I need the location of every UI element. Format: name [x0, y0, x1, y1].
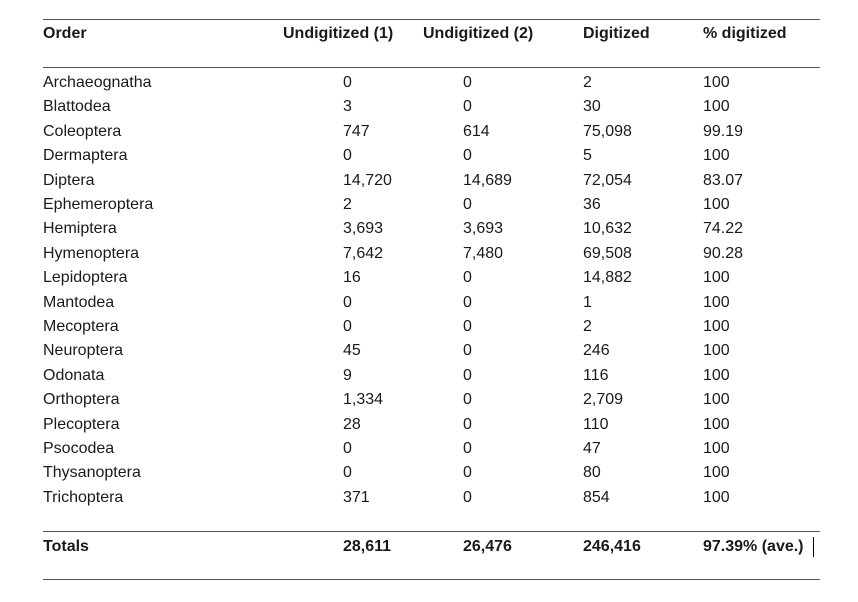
cell-undigitized-1: 0	[343, 74, 352, 91]
cell-undigitized-2: 0	[463, 74, 472, 91]
cell-digitized: 854	[583, 489, 610, 506]
cell-undigitized-2: 0	[463, 294, 472, 311]
cell-order: Hymenoptera	[43, 245, 140, 262]
cell-undigitized-2: 614	[463, 123, 490, 140]
cell-pct-digitized: 100	[703, 294, 730, 311]
cell-pct-digitized: 100	[703, 416, 730, 433]
cell-digitized: 14,882	[583, 269, 632, 286]
cell-undigitized-2: 3,693	[463, 220, 504, 237]
cell-order: Archaeognatha	[43, 74, 152, 91]
header-order: Order	[43, 25, 87, 42]
totals-undigitized-2: 26,476	[463, 538, 512, 555]
cell-undigitized-2: 0	[463, 196, 472, 213]
cell-undigitized-1: 0	[343, 318, 352, 335]
cell-pct-digitized: 100	[703, 367, 730, 384]
cell-undigitized-1: 9	[343, 367, 352, 384]
cell-undigitized-2: 0	[463, 98, 472, 115]
cell-order: Blattodea	[43, 98, 111, 115]
cell-order: Plecoptera	[43, 416, 120, 433]
cell-digitized: 30	[583, 98, 601, 115]
cell-order: Coleoptera	[43, 123, 122, 140]
cell-digitized: 1	[583, 294, 592, 311]
totals-digitized: 246,416	[583, 538, 641, 555]
cell-pct-digitized: 74.22	[703, 220, 744, 237]
cell-undigitized-1: 14,720	[343, 172, 392, 189]
cell-pct-digitized: 100	[703, 440, 730, 457]
cell-digitized: 5	[583, 147, 592, 164]
cell-undigitized-2: 0	[463, 464, 472, 481]
cell-pct-digitized: 90.28	[703, 245, 744, 262]
bottom-rule	[43, 579, 820, 580]
cell-undigitized-1: 0	[343, 147, 352, 164]
cell-undigitized-2: 0	[463, 489, 472, 506]
totals-rule	[43, 531, 820, 532]
cell-pct-digitized: 100	[703, 318, 730, 335]
cell-undigitized-1: 0	[343, 294, 352, 311]
cell-undigitized-2: 0	[463, 318, 472, 335]
header-rule	[43, 67, 820, 68]
cell-digitized: 110	[583, 416, 609, 433]
totals-pct: 97.39% (ave.)	[703, 538, 804, 555]
cell-pct-digitized: 83.07	[703, 172, 744, 189]
cell-undigitized-1: 7,642	[343, 245, 384, 262]
cell-digitized: 72,054	[583, 172, 632, 189]
cell-pct-digitized: 100	[703, 74, 730, 91]
header-undigitized-1: Undigitized (1)	[283, 25, 394, 42]
cell-undigitized-1: 3,693	[343, 220, 384, 237]
cell-undigitized-1: 3	[343, 98, 352, 115]
cell-pct-digitized: 100	[703, 269, 730, 286]
cell-undigitized-1: 28	[343, 416, 361, 433]
header-pct-digitized: % digitized	[703, 25, 787, 42]
cell-digitized: 2	[583, 318, 592, 335]
cell-order: Orthoptera	[43, 391, 120, 408]
cell-digitized: 36	[583, 196, 601, 213]
cell-undigitized-1: 0	[343, 464, 352, 481]
cell-undigitized-1: 0	[343, 440, 352, 457]
totals-undigitized-1: 28,611	[343, 538, 392, 555]
cell-undigitized-1: 45	[343, 342, 361, 359]
cell-undigitized-2: 0	[463, 440, 472, 457]
cell-undigitized-2: 0	[463, 269, 472, 286]
cell-pct-digitized: 100	[703, 464, 730, 481]
cell-undigitized-2: 0	[463, 147, 472, 164]
cell-digitized: 47	[583, 440, 601, 457]
cell-order: Ephemeroptera	[43, 196, 154, 213]
cell-undigitized-2: 0	[463, 367, 472, 384]
cell-order: Thysanoptera	[43, 464, 141, 481]
cell-order: Psocodea	[43, 440, 115, 457]
cell-digitized: 2,709	[583, 391, 624, 408]
top-rule	[43, 19, 820, 20]
cell-undigitized-2: 0	[463, 391, 472, 408]
cell-pct-digitized: 100	[703, 196, 730, 213]
cell-undigitized-1: 2	[343, 196, 352, 213]
cell-pct-digitized: 99.19	[703, 123, 744, 140]
cell-undigitized-2: 0	[463, 416, 472, 433]
cell-undigitized-1: 16	[343, 269, 361, 286]
cell-order: Dermaptera	[43, 147, 128, 164]
cell-digitized: 116	[583, 367, 609, 384]
cell-order: Neuroptera	[43, 342, 124, 359]
cell-undigitized-1: 747	[343, 123, 370, 140]
cell-order: Mantodea	[43, 294, 115, 311]
cell-digitized: 69,508	[583, 245, 632, 262]
cell-order: Trichoptera	[43, 489, 124, 506]
cell-undigitized-1: 1,334	[343, 391, 384, 408]
cell-digitized: 80	[583, 464, 601, 481]
cell-undigitized-2: 14,689	[463, 172, 512, 189]
totals-label: Totals	[43, 538, 89, 555]
cell-pct-digitized: 100	[703, 147, 730, 164]
cell-digitized: 2	[583, 74, 592, 91]
cell-digitized: 75,098	[583, 123, 632, 140]
cell-order: Hemiptera	[43, 220, 117, 237]
cell-digitized: 246	[583, 342, 610, 359]
cell-pct-digitized: 100	[703, 342, 730, 359]
cell-order: Diptera	[43, 172, 95, 189]
cell-digitized: 10,632	[583, 220, 632, 237]
cell-undigitized-2: 7,480	[463, 245, 504, 262]
cell-order: Lepidoptera	[43, 269, 128, 286]
cell-order: Odonata	[43, 367, 105, 384]
cell-pct-digitized: 100	[703, 489, 730, 506]
text-cursor	[813, 537, 814, 557]
cell-undigitized-1: 371	[343, 489, 370, 506]
header-digitized: Digitized	[583, 25, 650, 42]
cell-undigitized-2: 0	[463, 342, 472, 359]
header-undigitized-2: Undigitized (2)	[423, 25, 534, 42]
cell-pct-digitized: 100	[703, 391, 730, 408]
cell-pct-digitized: 100	[703, 98, 730, 115]
cell-order: Mecoptera	[43, 318, 119, 335]
